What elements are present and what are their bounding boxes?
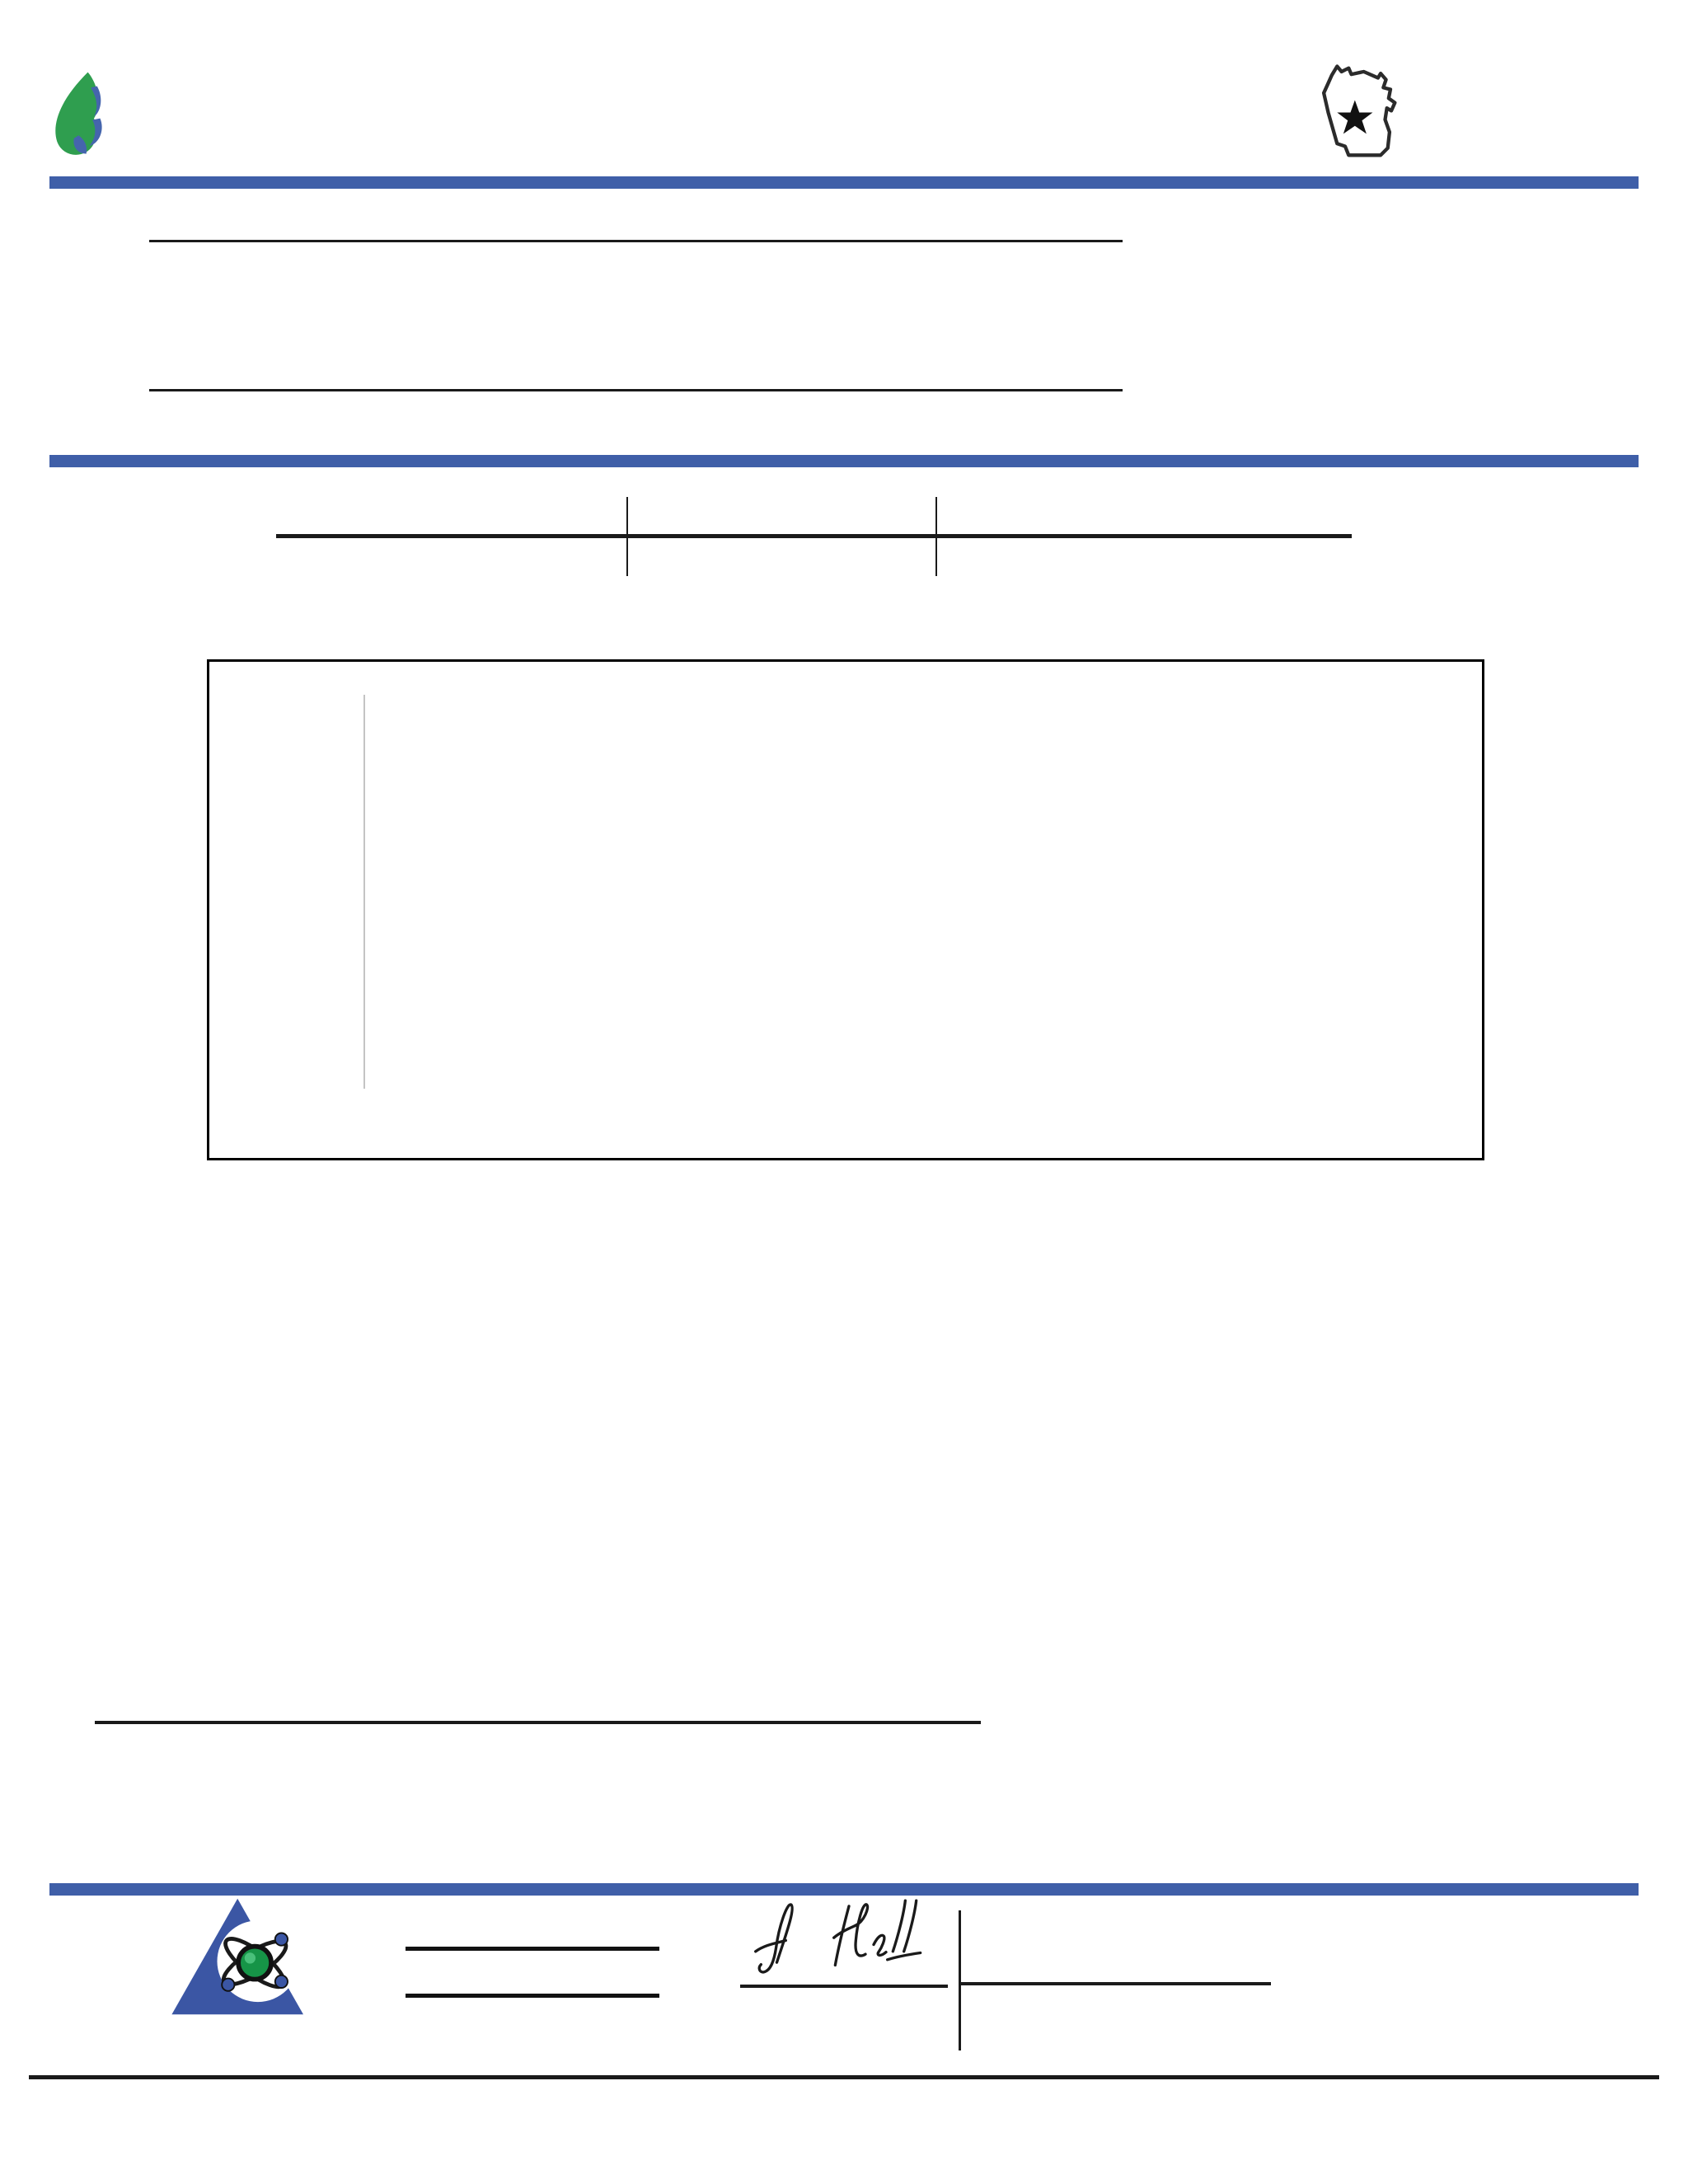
approved-by-rule-top	[406, 1947, 659, 1951]
footer-vertical-divider	[959, 1910, 961, 2050]
section-divider-bar	[49, 455, 1639, 467]
table-bottom-rule	[95, 1721, 981, 1724]
cannabinoid-profile-chart	[207, 659, 1484, 1160]
approved-by-rule-bottom	[406, 1994, 659, 1998]
report-top-rule	[149, 240, 1123, 242]
chart-axis-line	[363, 695, 365, 1089]
signed-on-rule	[961, 1982, 1271, 1985]
chart-tick-row	[209, 1100, 1482, 1128]
badger-labs-leaf-logo-icon	[48, 68, 117, 162]
wisconsin-state-icon	[1312, 61, 1401, 175]
disclaimer-rule	[29, 2075, 1659, 2079]
qr-code	[1162, 237, 1331, 406]
pjla-logo-icon	[158, 1894, 323, 2019]
signature-rule	[740, 1985, 948, 1988]
signature-image	[746, 1892, 952, 1985]
header-divider-bar	[49, 176, 1639, 189]
summary-rule	[276, 534, 1352, 538]
report-bottom-rule	[149, 389, 1123, 391]
